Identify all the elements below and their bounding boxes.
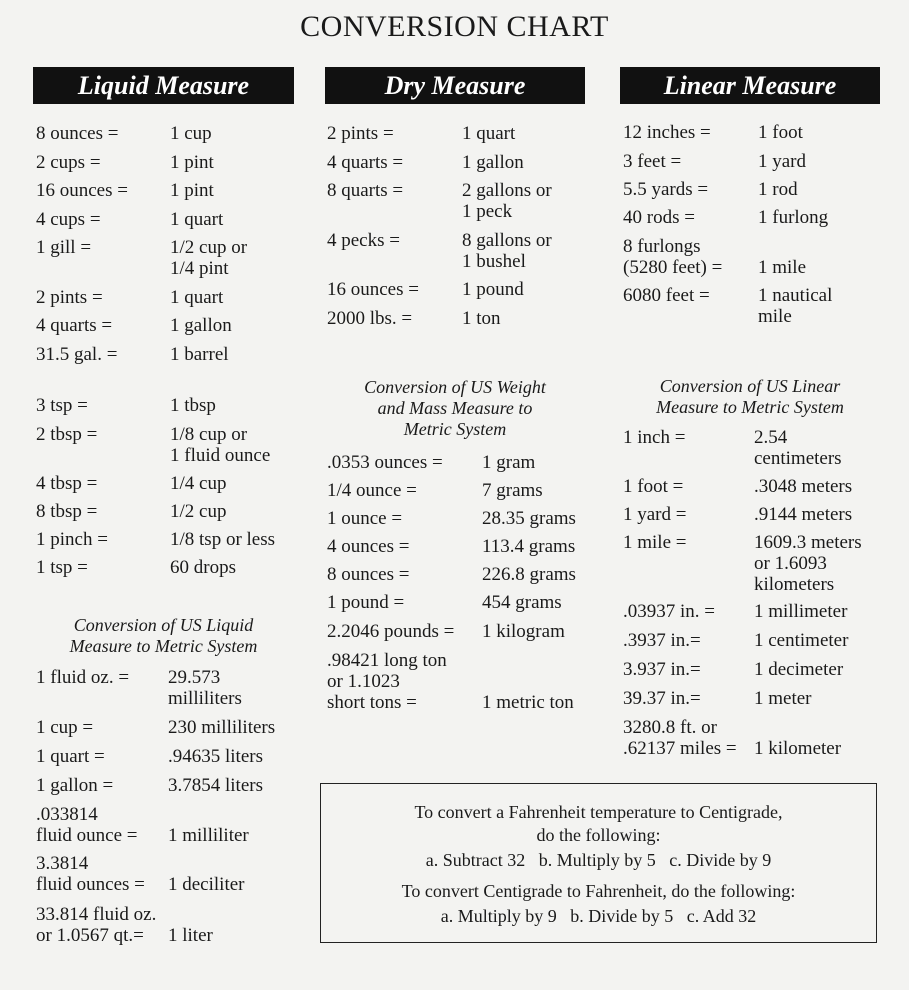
measure-to: 1 liter [168,925,213,946]
measure-to: 1 deciliter [168,874,245,895]
measure-from: 2 pints = [327,123,394,144]
measure-from: .03937 in. = [623,601,715,622]
linear-metric-subtitle: Conversion of US Linear Measure to Metric System [656,376,844,417]
measure-from: 2.2046 pounds = [327,621,455,642]
measure-from: 1 yard = [623,504,687,525]
measure-from: 1 inch = [623,427,686,448]
measure-from: 8 ounces = [36,123,119,144]
measure-to: 1 pound [462,279,524,300]
measure-from: 3.3814 fluid ounces = [36,853,145,895]
liquid-measure-header: Liquid Measure [33,67,294,104]
measure-to: 1/8 tsp or less [170,529,276,550]
measure-from: 5.5 yards = [623,179,709,200]
measure-from: 4 pecks = [327,230,400,251]
weight-metric-subtitle: Conversion of US Weight and Mass Measure to Metric System [364,377,546,439]
measure-from: 8 quarts = [327,180,404,201]
measure-to: 8 gallons or 1 bushel [462,230,552,272]
measure-to: 1 yard [758,151,807,172]
measure-to: 1 foot [758,122,803,143]
measure-to: 1 millimeter [754,601,848,622]
measure-from: 3.937 in.= [623,659,701,680]
f-to-c-line-2: do the following: [536,825,661,845]
c-to-f-line-1: To convert Centigrade to Fahrenheit, do the following: [401,881,796,901]
measure-to: 1 decimeter [754,659,844,680]
measure-from: 3 tsp = [36,395,88,416]
measure-from: 6080 feet = [623,285,710,306]
measure-from: 1 ounce = [327,508,403,529]
measure-from: 1 fluid oz. = [36,667,130,688]
temperature-conversion-box [320,783,877,943]
measure-from: .0353 ounces = [327,452,443,473]
measure-from: 4 quarts = [327,152,404,173]
measure-from: 1 cup = [36,717,94,738]
measure-from: 4 cups = [36,209,101,230]
measure-to: 1 furlong [758,207,829,228]
measure-to: 2 gallons or 1 peck [462,180,552,222]
c-to-f-steps: a. Multiply by 9 b. Divide by 5 c. Add 32 [440,906,757,926]
measure-to: 1 meter [754,688,812,709]
measure-to: 1 kilometer [754,738,842,759]
measure-from: .3937 in.= [623,630,701,651]
liquid-metric-subtitle: Conversion of US Liquid Measure to Metric System [69,615,258,656]
measure-from: 1 tsp = [36,557,88,578]
measure-to: 1 metric ton [482,692,574,713]
measure-from: 8 tbsp = [36,501,98,522]
measure-from: 3280.8 ft. or .62137 miles = [623,717,737,759]
measure-from: .033814 fluid ounce = [36,804,138,846]
measure-to: 28.35 grams [482,508,576,529]
measure-from: 1 foot = [623,476,684,497]
measure-to: 454 grams [482,592,562,613]
measure-to: 7 grams [482,480,543,501]
measure-from: 1 mile = [623,532,687,553]
measure-to: 1 gallon [462,152,524,173]
measure-to: 1 milliliter [168,825,249,846]
measure-from: 31.5 gal. = [36,344,118,365]
measure-to: 1 tbsp [170,395,216,416]
measure-to: 1 ton [462,308,501,329]
measure-to: 1 pint [170,152,214,173]
measure-from: 4 quarts = [36,315,113,336]
measure-from: 1 gill = [36,237,92,258]
measure-from: 33.814 fluid oz. or 1.0567 qt.= [36,904,157,946]
measure-from: 1 gallon = [36,775,114,796]
measure-to: 1/4 cup [170,473,227,494]
measure-to: 1 kilogram [482,621,565,642]
measure-from: 12 inches = [623,122,711,143]
measure-to: 230 milliliters [168,717,276,738]
measure-from: 2 pints = [36,287,103,308]
measure-to: .3048 meters [754,476,853,497]
measure-from: 16 ounces = [36,180,128,201]
measure-to: 1 quart [170,287,224,308]
measure-to: 1 gram [482,452,536,473]
measure-to: 3.7854 liters [168,775,263,796]
measure-to: 2.54 centimeters [754,427,842,469]
measure-to: 1 nautical mile [758,285,833,327]
measure-to: 1 gallon [170,315,232,336]
dry-measure-header: Dry Measure [325,67,585,104]
measure-from: 4 ounces = [327,536,410,557]
measure-from: 4 tbsp = [36,473,98,494]
f-to-c-steps: a. Subtract 32 b. Multiply by 5 c. Divide by 9 [425,850,772,870]
measure-from: .98421 long ton or 1.1023 short tons = [327,650,447,713]
measure-from: 2 cups = [36,152,101,173]
page-title: CONVERSION CHART [300,10,609,43]
measure-from: 1 quart = [36,746,105,767]
measure-from: 1 pinch = [36,529,108,550]
measure-to: .94635 liters [168,746,263,767]
measure-to: 1 mile [758,257,807,278]
measure-from: 1/4 ounce = [327,480,417,501]
measure-to: 60 drops [170,557,236,578]
measure-to: 29.573 milliliters [168,667,242,709]
measure-to: 1609.3 meters or 1.6093 kilometers [754,532,862,595]
measure-to: 1 quart [170,209,224,230]
measure-from: 2 tbsp = [36,424,98,445]
measure-to: 113.4 grams [482,536,576,557]
measure-to: .9144 meters [754,504,853,525]
measure-from: 16 ounces = [327,279,419,300]
measure-from: 39.37 in.= [623,688,701,709]
linear-measure-header: Linear Measure [620,67,880,104]
measure-from: 2000 lbs. = [327,308,413,329]
measure-to: 226.8 grams [482,564,576,585]
measure-from: 8 ounces = [327,564,410,585]
measure-from: 3 feet = [623,151,682,172]
measure-to: 1/2 cup or 1/4 pint [170,237,248,279]
measure-to: 1 centimeter [754,630,849,651]
measure-from: 8 furlongs (5280 feet) = [623,236,723,278]
measure-to: 1 cup [170,123,212,144]
measure-from: 40 rods = [623,207,695,228]
measure-to: 1 quart [462,123,516,144]
measure-to: 1/8 cup or 1 fluid ounce [170,424,271,466]
measure-to: 1 pint [170,180,214,201]
measure-to: 1 barrel [170,344,229,365]
measure-to: 1 rod [758,179,798,200]
f-to-c-line-1: To convert a Fahrenheit temperature to Centigrade, [414,802,783,822]
measure-to: 1/2 cup [170,501,227,522]
measure-from: 1 pound = [327,592,405,613]
